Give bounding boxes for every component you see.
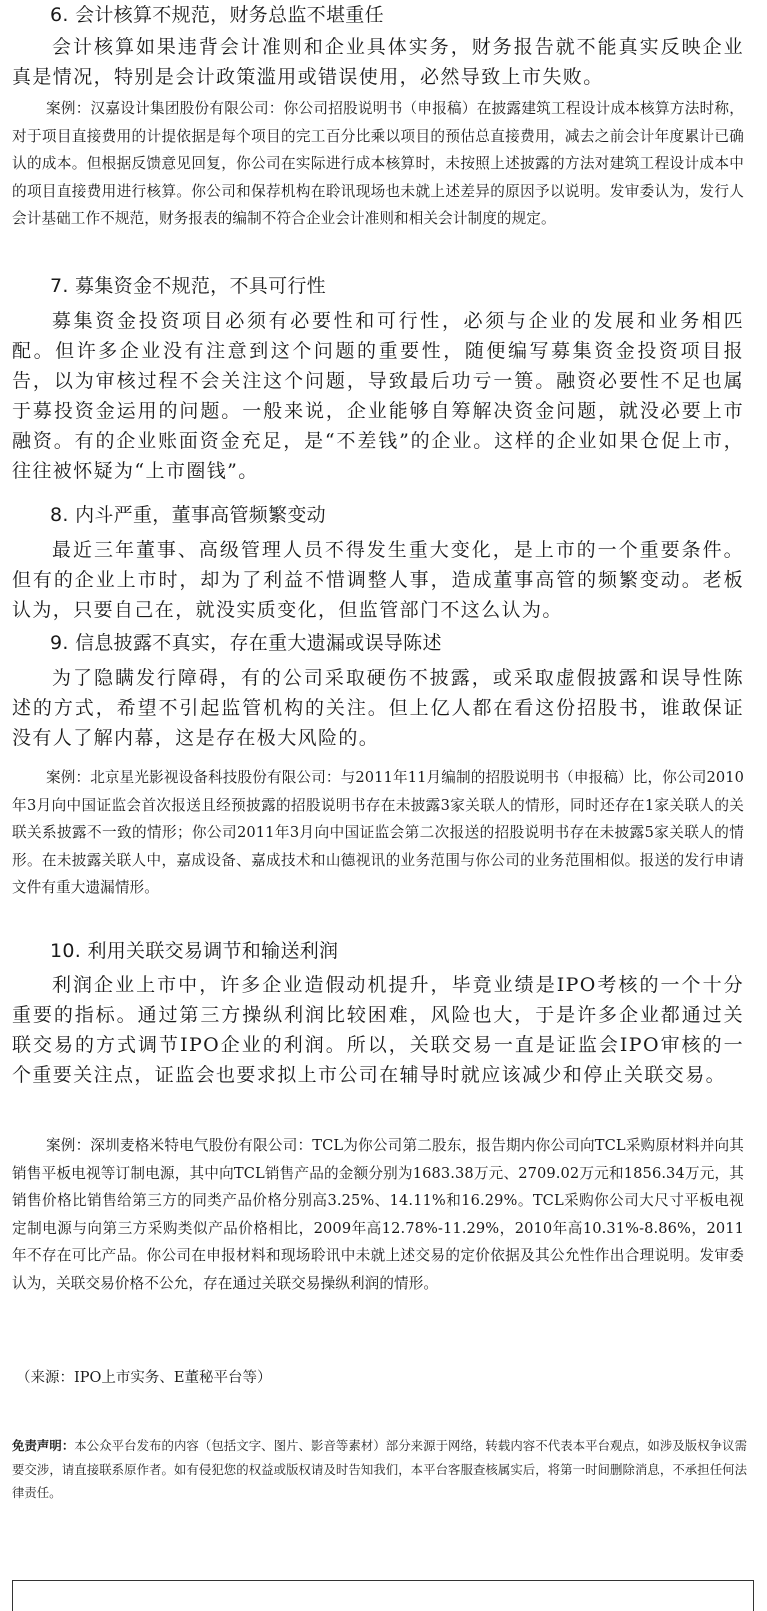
section-9-paragraph: 为了隐瞒发行障碍，有的公司采取硬伤不披露，或采取虚假披露和误导性陈述的方式，希望不引起监管机构的关注。但上亿人都在看这份招股书，谁敢保证没有人了解内幕，这是存在极大风险的。 (12, 667, 744, 749)
disclaimer-text: 本公众平台发布的内容（包括文字、图片、影音等素材）部分来源于网络，转载内容不代表本平台观点，如涉及版权争议需要交涉，请直接联系原作者。如有侵犯您的权益或版权请及时告知我们，本平台客服查核属实后，将第一时间删除消息，不承担任何法律责任。 (12, 1438, 748, 1500)
section-10-case: 案例：深圳麦格米特电气股份有限公司：TCL为你公司第二股东，报告期内你公司向TCL采购原材料并向其销售平板电视等订制电源，其中向TCL销售产品的金额分别为1683.38万元、2709.02万元和1856.34万元，其销售价格比销售给第三方的同类产品价格分别高3.25%、14.11%和16.29%。TCL采购你公司大尺寸平板电视定制电源与向第三方采购类似产品价格相比，2009年高12.78%-11.29%，2010年高10.31%-8.86%，2011年不存在可比产品。你公司在申报材料和现场聆讯中未就上述交易的定价依据及其公允性作出合理说明。发审委认为，关联交易价格不公允，存在通过关联交易操纵利润的情形。 (12, 1137, 744, 1292)
section-10-heading: 10. 利用关联交易调节和输送利润 (50, 940, 339, 962)
section-6-paragraph: 会计核算如果违背会计准则和企业具体实务，财务报告就不能真实反映企业真是情况，特别是会计政策滥用或错误使用，必然导致上市失败。 (12, 36, 744, 88)
disclaimer-label: 免责声明： (12, 1438, 75, 1453)
section-8-paragraph: 最近三年董事、高级管理人员不得发生重大变化，是上市的一个重要条件。但有的企业上市时，却为了利益不惜调整人事，造成董事高管的频繁变动。老板认为，只要自己在，就没实质变化，但监管部门不这么认为。 (12, 539, 744, 621)
section-6-heading: 6. 会计核算不规范，财务总监不堪重任 (50, 4, 384, 26)
source-note: （来源：IPO上市实务、E董秘平台等） (16, 1370, 272, 1386)
section-9-heading: 9. 信息披露不真实，存在重大遗漏或误导陈述 (50, 632, 442, 654)
bottom-frame (12, 1580, 754, 1611)
section-7-heading: 7. 募集资金不规范，不具可行性 (50, 275, 326, 297)
section-10-paragraph: 利润企业上市中，许多企业造假动机提升，毕竟业绩是IPO考核的一个十分重要的指标。通过第三方操纵利润比较困难，风险也大，于是许多企业都通过关联交易的方式调节IPO企业的利润。所以，关联交易一直是证监会IPO审核的一个重要关注点，证监会也要求拟上市公司在辅导时就应该减少和停止关联交易。 (12, 974, 744, 1086)
section-8-heading: 8. 内斗严重，董事高管频繁变动 (50, 504, 326, 526)
section-9-case: 案例：北京星光影视设备科技股份有限公司：与2011年11月编制的招股说明书（申报稿）比，你公司2010年3月向中国证监会首次报送且经预披露的招股说明书存在未披露3家关联人的情形，同时还存在1家关联人的关联关系披露不一致的情形；你公司2011年3月向中国证监会第二次报送的招股说明书存在未披露5家关联人的情形。在未披露关联人中，嘉成设备、嘉成技术和山德视讯的业务范围与你公司的业务范围相似。报送的发行申请文件有重大遗漏情形。 (12, 769, 744, 896)
section-7-paragraph: 募集资金投资项目必须有必要性和可行性，必须与企业的发展和业务相匹配。但许多企业没有注意到这个问题的重要性，随便编写募集资金投资项目报告，以为审核过程不会关注这个问题，导致最后功亏一篑。融资必要性不足也属于募投资金运用的问题。一般来说，企业能够自筹解决资金问题，就没必要上市融资。有的企业账面资金充足，是“不差钱”的企业。这样的企业如果仓促上市，往往被怀疑为“上市圈钱”。 (12, 310, 744, 482)
section-6-case: 案例：汉嘉设计集团股份有限公司：你公司招股说明书（申报稿）在披露建筑工程设计成本核算方法时称，对于项目直接费用的计提依据是每个项目的完工百分比乘以项目的预估总直接费用，减去之前会计年度累计已确认的成本。但根据反馈意见回复，你公司在实际进行成本核算时，未按照上述披露的方法对建筑工程设计成本中的项目直接费用进行核算。你公司和保荐机构在聆讯现场也未就上述差异的原因予以说明。发审委认为，发行人会计基础工作不规范，财务报表的编制不符合企业会计准则和相关会计制度的规定。 (12, 100, 744, 227)
disclaimer (12, 1434, 747, 1505)
